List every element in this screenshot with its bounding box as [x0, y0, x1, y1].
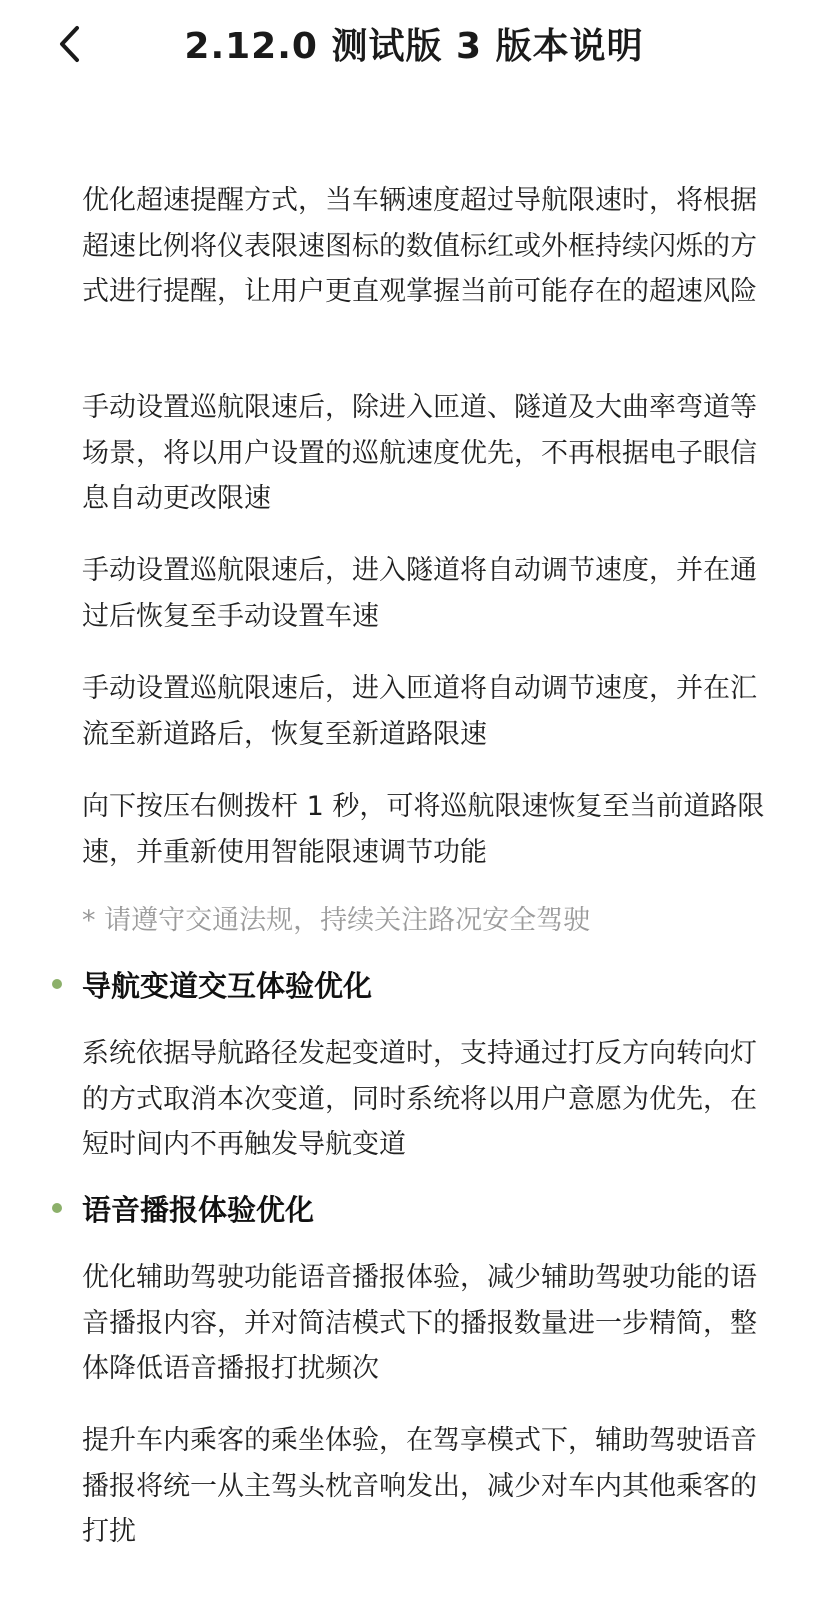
paragraph-voice: 优化辅助驾驶功能语音播报体验，减少辅助驾驶功能的语音播报内容，并对简洁模式下的播报数量进一步精简，整体降低语音播报打扰频次 — [82, 1262, 757, 1384]
paragraph-lane-change: 系统依据导航路径发起变道时，支持通过打反方向转向灯的方式取消本次变道，同时系统将以用户意愿为优先，在短时间内不再触发导航变道 — [82, 1038, 757, 1160]
safety-note: * 请遵守交通法规，持续关注路况安全驾驶 — [82, 905, 591, 936]
paragraph-ramp: 手动设置巡航限速后，进入匝道将自动调节速度，并在汇流至新道路后，恢复至新道路限速 — [82, 673, 757, 750]
top-bar — [0, 0, 828, 86]
bullet-dot — [52, 979, 62, 989]
page-title: 2.12.0 测试版 3 版本说明 — [184, 26, 644, 67]
bullet-dot — [52, 1203, 62, 1213]
paragraph-manual-cruise: 手动设置巡航限速后，除进入匝道、隧道及大曲率弯道等场景，将以用户设置的巡航速度优先，不再根据电子眼信息自动更改限速 — [82, 392, 757, 514]
section-title-voice: 语音播报体验优化 — [82, 1193, 315, 1227]
paragraph-lever: 向下按压右侧拨杆 1 秒，可将巡航限速恢复至当前道路限速，并重新使用智能限速调节功能 — [82, 791, 765, 868]
section-title-lane-change: 导航变道交互体验优化 — [82, 969, 373, 1003]
paragraph-speed-alert: 优化超速提醒方式，当车辆速度超过导航限速时，将根据超速比例将仪表限速图标的数值标红或外框持续闪烁的方式进行提醒，让用户更直观掌握当前可能存在的超速风险 — [82, 185, 757, 307]
paragraph-tunnel: 手动设置巡航限速后，进入隧道将自动调节速度，并在通过后恢复至手动设置车速 — [82, 555, 757, 632]
paragraph-passenger: 提升车内乘客的乘坐体验，在驾享模式下，辅助驾驶语音播报将统一从主驾头枕音响发出，减少对车内其他乘客的打扰 — [82, 1425, 757, 1547]
